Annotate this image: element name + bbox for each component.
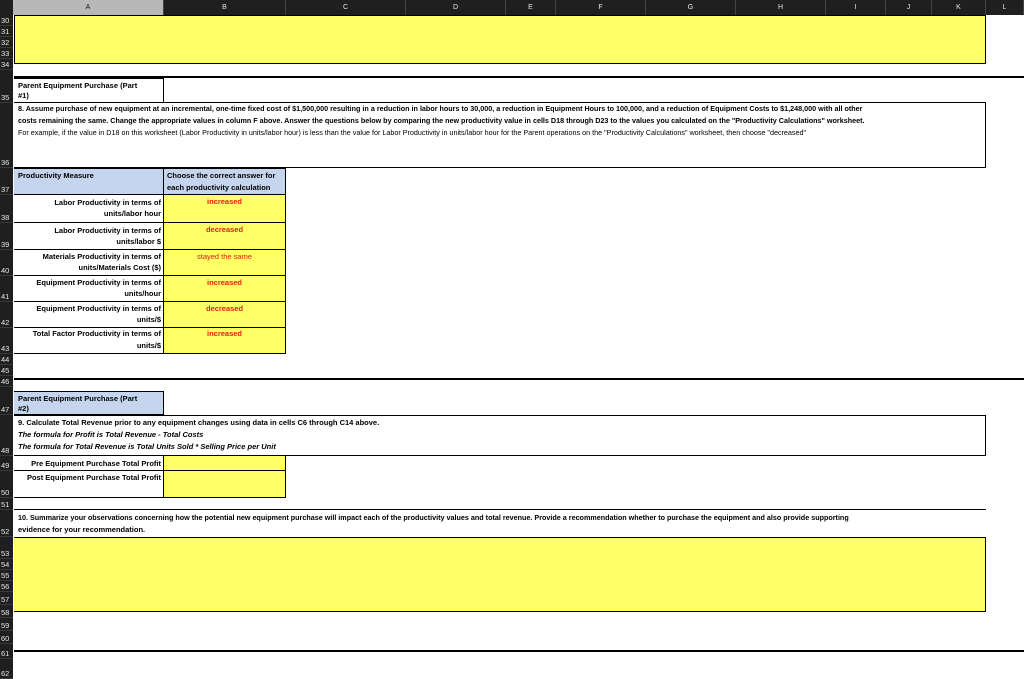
row-header-46[interactable]: 46 [0,376,13,387]
column-header-f[interactable]: F [556,0,646,15]
recommendation-answer-area[interactable] [14,537,986,612]
pre-profit-label: Pre Equipment Purchase Total Profit [31,459,161,468]
part1-title-line2: #1) [18,91,29,100]
measure-label: units/labor $ [116,237,161,246]
row-header-47[interactable]: 47 [0,387,13,415]
row-header-55[interactable]: 55 [0,570,13,581]
post-profit-label: Post Equipment Purchase Total Profit [26,473,161,482]
part1-title-line1: Parent Equipment Purchase (Part [18,81,138,90]
question-9-line3: The formula for Total Revenue is Total Units Sold * Selling Price per Unit [18,442,276,451]
answer-value: increased [206,278,243,287]
row-header-37[interactable]: 37 [0,168,13,195]
pre-profit-input[interactable] [163,456,286,471]
measure-label: Labor Productivity in terms of [54,198,161,207]
column-header-c[interactable]: C [286,0,406,15]
row-header-48[interactable]: 48 [0,415,13,456]
row-header-60[interactable]: 60 [0,631,13,644]
answer-value: increased [206,329,243,338]
answer-column-header-line2: each productivity calculation [167,183,271,192]
column-header-k[interactable]: K [932,0,986,15]
top-answer-area[interactable] [14,15,986,64]
measure-label: units/Materials Cost ($) [78,263,161,272]
row-header-36[interactable]: 36 [0,103,13,168]
row-header-52[interactable]: 52 [0,510,13,537]
measure-label: Materials Productivity in terms of [42,252,161,261]
measure-label: Labor Productivity in terms of [54,226,161,235]
measure-label: units/hour [124,289,161,298]
measure-label: Equipment Productivity in terms of [36,278,161,287]
column-header-j[interactable]: J [886,0,932,15]
question-9-line2: The formula for Profit is Total Revenue - Total Costs [18,430,204,439]
part2-title-line1: Parent Equipment Purchase (Part [18,394,138,403]
row-header-44[interactable]: 44 [0,354,13,365]
row-header-53[interactable]: 53 [0,537,13,559]
answer-value: stayed the same [196,252,253,261]
measure-label: Equipment Productivity in terms of [36,304,161,313]
row-header-35[interactable]: 35 [0,70,13,103]
row-header-32[interactable]: 32 [0,37,13,48]
column-header-e[interactable]: E [506,0,556,15]
question-10-line1: 10. Summarize your observations concerning how the potential new equipment purchase will impact each of the productivity values and total revenue. Provide a recommendation whether to purchase the equipment and also provide supporting [18,513,849,522]
section-divider [14,76,1024,78]
row-header-40[interactable]: 40 [0,250,13,276]
section-divider [14,378,1024,380]
productivity-measure-header-label: Productivity Measure [18,171,94,180]
row-header-38[interactable]: 38 [0,195,13,223]
row-header-58[interactable]: 58 [0,605,13,618]
select-all-corner[interactable] [0,0,13,15]
row-header-42[interactable]: 42 [0,302,13,328]
measure-label: units/$ [136,315,161,324]
answer-value: decreased [205,304,244,313]
row-header-59[interactable]: 59 [0,618,13,631]
measure-label: units/labor hour [103,209,161,218]
row-header-57[interactable]: 57 [0,592,13,605]
row-header-43[interactable]: 43 [0,328,13,354]
row-header-54[interactable]: 54 [0,559,13,570]
column-header-b[interactable]: B [164,0,286,15]
answer-value: decreased [205,225,244,234]
row-header-34[interactable]: 34 [0,59,13,70]
answer-value: increased [206,197,243,206]
row-divider [14,509,986,510]
question-8-line3: For example, if the value in D18 on this worksheet (Labor Productivity in units/labor hour) is less than the value for Labor Productivity in units/labor hour for the Parent operations on the "Productivity Calculations" worksheet, then choose "decreased" [18,128,807,137]
column-header-a[interactable]: A [13,0,164,15]
answer-column-header-line1: Choose the correct answer for [167,171,276,180]
measure-label: Total Factor Productivity in terms of [32,329,161,338]
row-header-30[interactable]: 30 [0,15,13,26]
row-header-51[interactable]: 51 [0,498,13,510]
column-header-i[interactable]: I [826,0,886,15]
question-10-line2: evidence for your recommendation. [18,525,146,534]
question-8-line2: costs remaining the same. Change the appropriate values in column F above. Answer the questions below by comparing the new productivity value in cells D18 through D23 to the values you calculated on the "Productivity Calculations" worksheet. [18,116,865,125]
row-header-39[interactable]: 39 [0,223,13,250]
measure-label: units/$ [136,341,161,350]
column-header-h[interactable]: H [736,0,826,15]
question-9-line1: 9. Calculate Total Revenue prior to any equipment changes using data in cells C6 through C14 above. [18,418,380,427]
row-header-45[interactable]: 45 [0,365,13,376]
post-profit-input[interactable] [163,470,286,498]
column-header-d[interactable]: D [406,0,506,15]
column-header-l[interactable]: L [986,0,1024,15]
row-header-56[interactable]: 56 [0,581,13,592]
row-header-61[interactable]: 61 [0,644,13,659]
column-header-g[interactable]: G [646,0,736,15]
question-8-line1: 8. Assume purchase of new equipment at an incremental, one-time fixed cost of $1,500,000 resulting in a reduction in labor hours to 30,000, a reduction in Equipment Hours to 100,000, and a reduction of Equipment Costs to $1,248,000 with all other [18,104,863,113]
row-header-62[interactable]: 62 [0,659,13,679]
row-header-50[interactable]: 50 [0,471,13,498]
row-header-49[interactable]: 49 [0,456,13,471]
row-header-33[interactable]: 33 [0,48,13,59]
row-header-41[interactable]: 41 [0,276,13,302]
section-divider [14,650,1024,652]
part2-title-line2: #2) [18,404,29,413]
row-header-31[interactable]: 31 [0,26,13,37]
